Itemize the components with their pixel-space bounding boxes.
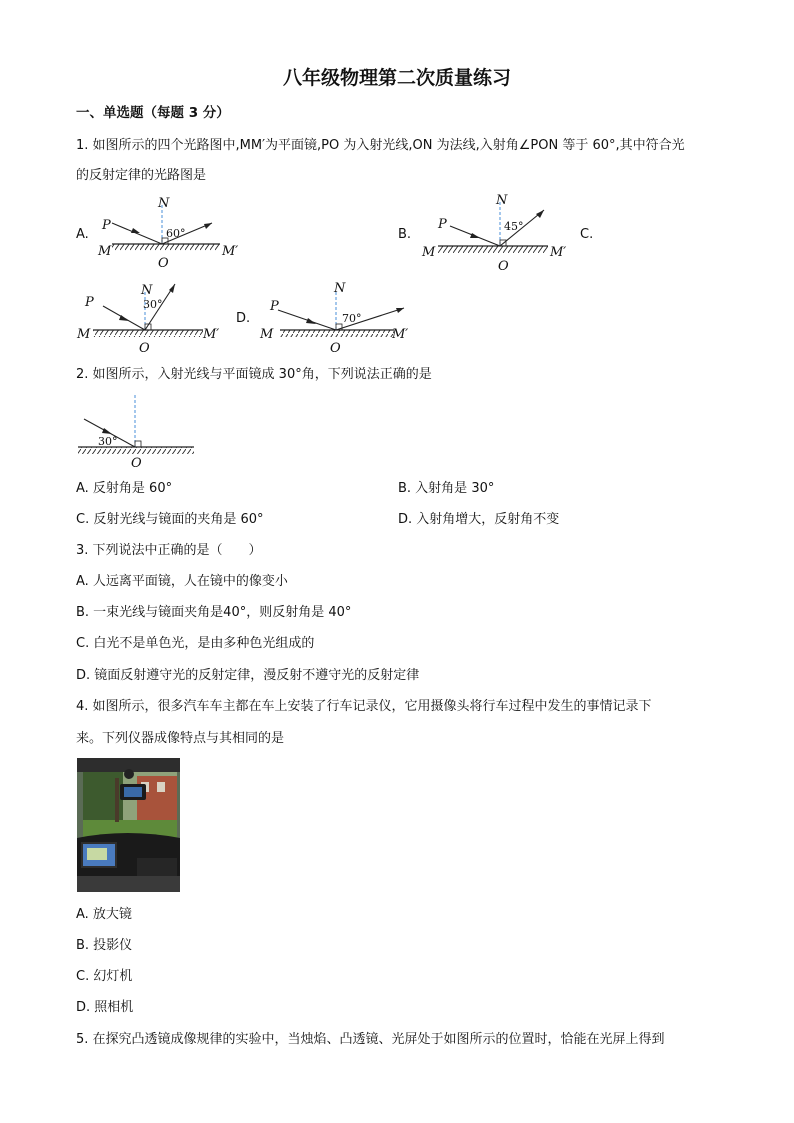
q4-option-b: B. 投影仪 — [76, 938, 133, 953]
label-m-prime: M′ — [203, 327, 220, 342]
q3-option-d: D. 镜面反射遵守光的反射定律，漫反射不遵守光的反射定律 — [76, 668, 420, 683]
section-heading: 一、单选题（每题 3 分） — [76, 105, 230, 121]
label-p: P — [85, 295, 94, 310]
q2-stem: 2. 如图所示，入射光线与平面镜成 30°角，下列说法正确的是 — [76, 367, 432, 382]
label-o: O — [131, 456, 142, 471]
label-o: O — [139, 341, 150, 356]
label-m-prime: M′ — [550, 245, 567, 260]
q2-option-a: A. 反射角是 60° — [76, 481, 173, 496]
label-o: O — [330, 341, 341, 356]
label-n: N — [158, 196, 170, 211]
q5-stem-line1: 5. 在探究凸透镜成像规律的实验中，当烛焰、凸透镜、光屏处于如图所示的位置时，恰能在光屏上得到 — [76, 1032, 665, 1047]
dashcam-photo — [77, 758, 180, 892]
q1-stem-line1: 1. 如图所示的四个光路图中,MM′为平面镜,PO 为入射光线,ON 为法线,入射角∠PON 等于 60°,其中符合光 — [76, 138, 685, 153]
label-p: P — [270, 299, 279, 314]
q3-option-c: C. 白光不是单色光，是由多种色光组成的 — [76, 636, 315, 651]
q1-option-c-label: C. — [580, 227, 594, 242]
label-m: M — [77, 327, 91, 342]
q1-figure-c — [75, 280, 235, 360]
label-n: N — [334, 281, 346, 296]
label-m-prime: M′ — [392, 327, 409, 342]
q4-stem-line1: 4. 如图所示，很多汽车车主都在车上安装了行车记录仪，它用摄像头将行车过程中发生的事情记录下 — [76, 699, 652, 714]
label-o: O — [498, 259, 509, 274]
q1-figure-d — [258, 278, 418, 360]
angle-label: 30° — [98, 435, 118, 448]
angle-label: 60° — [166, 227, 186, 240]
q4-stem-line2: 来。下列仪器成像特点与其相同的是 — [76, 731, 285, 746]
q2-figure — [76, 393, 206, 473]
angle-label: 30° — [143, 298, 163, 311]
label-o: O — [158, 256, 169, 271]
q1-figure-a — [90, 195, 250, 275]
q2-option-b: B. 入射角是 30° — [398, 481, 495, 496]
q1-figure-b — [418, 190, 578, 275]
label-m: M — [422, 245, 436, 260]
q1-option-d-label: D. — [236, 311, 251, 326]
q4-option-c: C. 幻灯机 — [76, 969, 133, 984]
q1-option-a-label: A. — [76, 227, 89, 242]
angle-label: 70° — [342, 312, 362, 325]
q4-option-d: D. 照相机 — [76, 1000, 134, 1015]
label-m: M — [98, 244, 112, 259]
page-title: 八年级物理第二次质量练习 — [282, 67, 511, 89]
q1-option-b-label: B. — [398, 227, 412, 242]
q2-option-c: C. 反射光线与镜面的夹角是 60° — [76, 512, 264, 527]
angle-label: 45° — [504, 220, 524, 233]
q3-stem: 3. 下列说法中正确的是（ ） — [76, 543, 262, 558]
label-m: M — [260, 327, 274, 342]
label-n: N — [496, 193, 508, 208]
q2-option-d: D. 入射角增大，反射角不变 — [398, 512, 560, 527]
label-p: P — [102, 218, 111, 233]
q3-option-b: B. 一束光线与镜面夹角是40°，则反射角是 40° — [76, 605, 352, 620]
q1-stem-line2: 的反射定律的光路图是 — [76, 168, 207, 183]
q3-option-a: A. 人远离平面镜，人在镜中的像变小 — [76, 574, 288, 589]
q4-option-a: A. 放大镜 — [76, 907, 132, 922]
label-n: N — [141, 283, 153, 298]
label-p: P — [438, 217, 447, 232]
label-m-prime: M′ — [222, 244, 239, 259]
